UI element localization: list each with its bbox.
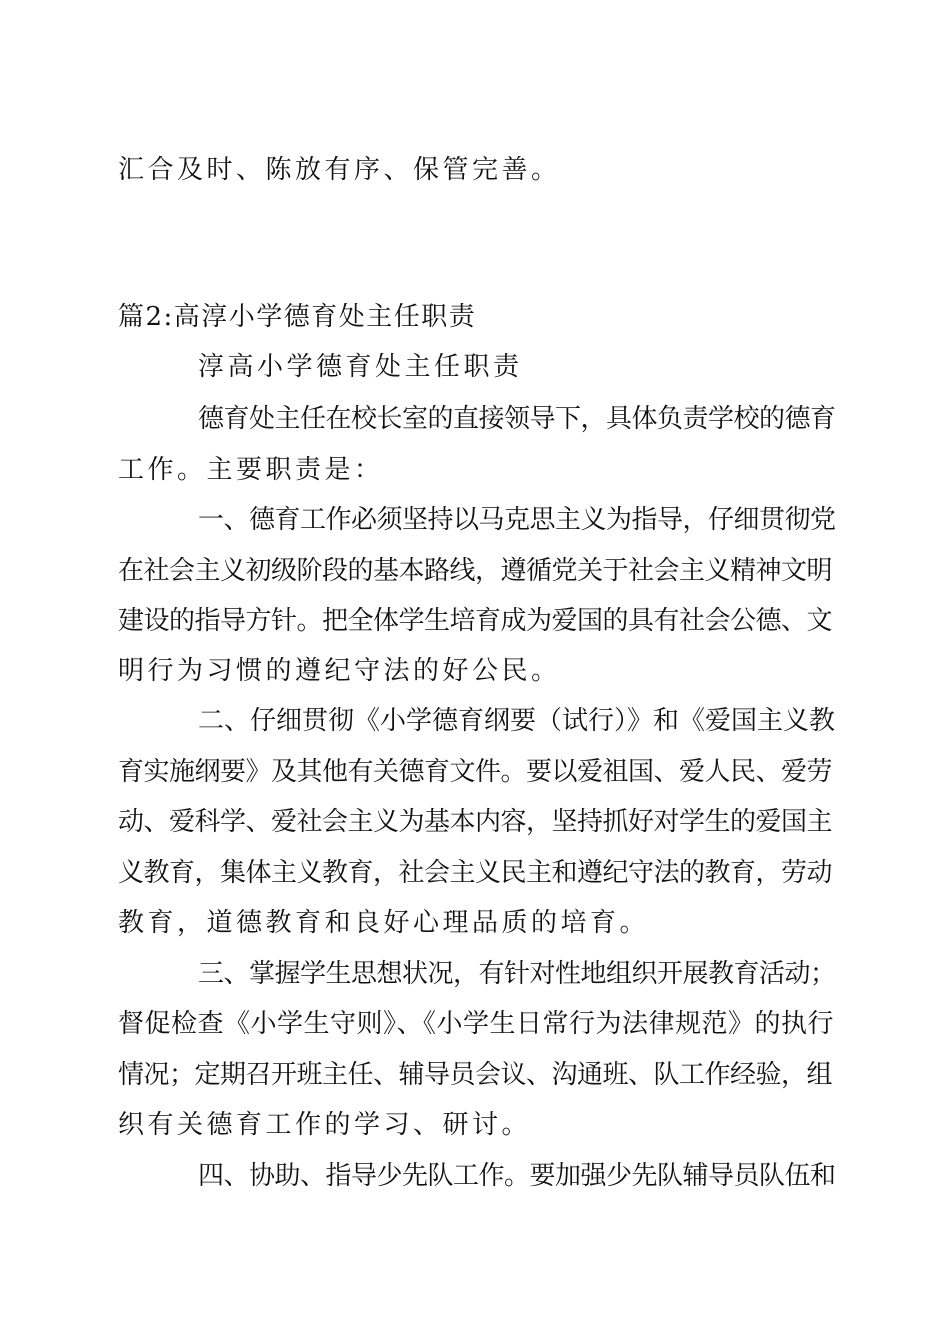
paragraph-line: 在社会主义初级阶段的基本路线，遵循党关于社会主义精神文明 (118, 556, 833, 586)
paragraph-line: 三、掌握学生思想状况，有针对性地组织开展教育活动； (198, 959, 836, 989)
paragraph-line: 建设的指导方针。把全体学生培育成为爱国的具有社会公德、文 (118, 606, 833, 636)
paragraph-line: 情况；定期召开班主任、辅导员会议、沟通班、队工作经验，组 (118, 1060, 833, 1090)
previous-section-tail: 汇合及时、陈放有序、保管完善。 (118, 155, 561, 185)
paragraph-line: 明行为习惯的遵纪守法的好公民。 (118, 656, 561, 686)
paragraph-line: 二、仔细贯彻《小学德育纲要（试行）》和《爱国主义教 (198, 706, 836, 736)
paragraph-line: 工作。主要职责是： (118, 455, 384, 485)
paragraph-line: 育实施纲要》及其他有关德育文件。要以爱祖国、爱人民、爱劳 (118, 757, 833, 787)
paragraph-line: 织有关德育工作的学习、研讨。 (118, 1110, 532, 1140)
paragraph-line: 义教育，集体主义教育，社会主义民主和遵纪守法的教育，劳动 (118, 858, 833, 888)
paragraph-line: 一、德育工作必须坚持以马克思主义为指导，仔细贯彻党 (198, 505, 836, 535)
paragraph-line: 德育处主任在校长室的直接领导下，具体负责学校的德育 (198, 404, 836, 434)
paragraph-line: 督促检查《小学生守则》、《小学生日常行为法律规范》的执行 (118, 1009, 835, 1039)
paragraph-line: 动、爱科学、爱社会主义为基本内容，坚持抓好对学生的爱国主 (118, 807, 833, 837)
section-heading: 篇2:高淳小学德育处主任职责 (118, 302, 477, 332)
paragraph-line: 教育，道德教育和良好心理品质的培育。 (118, 908, 650, 938)
section-title: 淳高小学德育处主任职责 (198, 352, 523, 382)
paragraph-line: 四、协助、指导少先队工作。要加强少先队辅导员队伍和 (198, 1161, 836, 1191)
